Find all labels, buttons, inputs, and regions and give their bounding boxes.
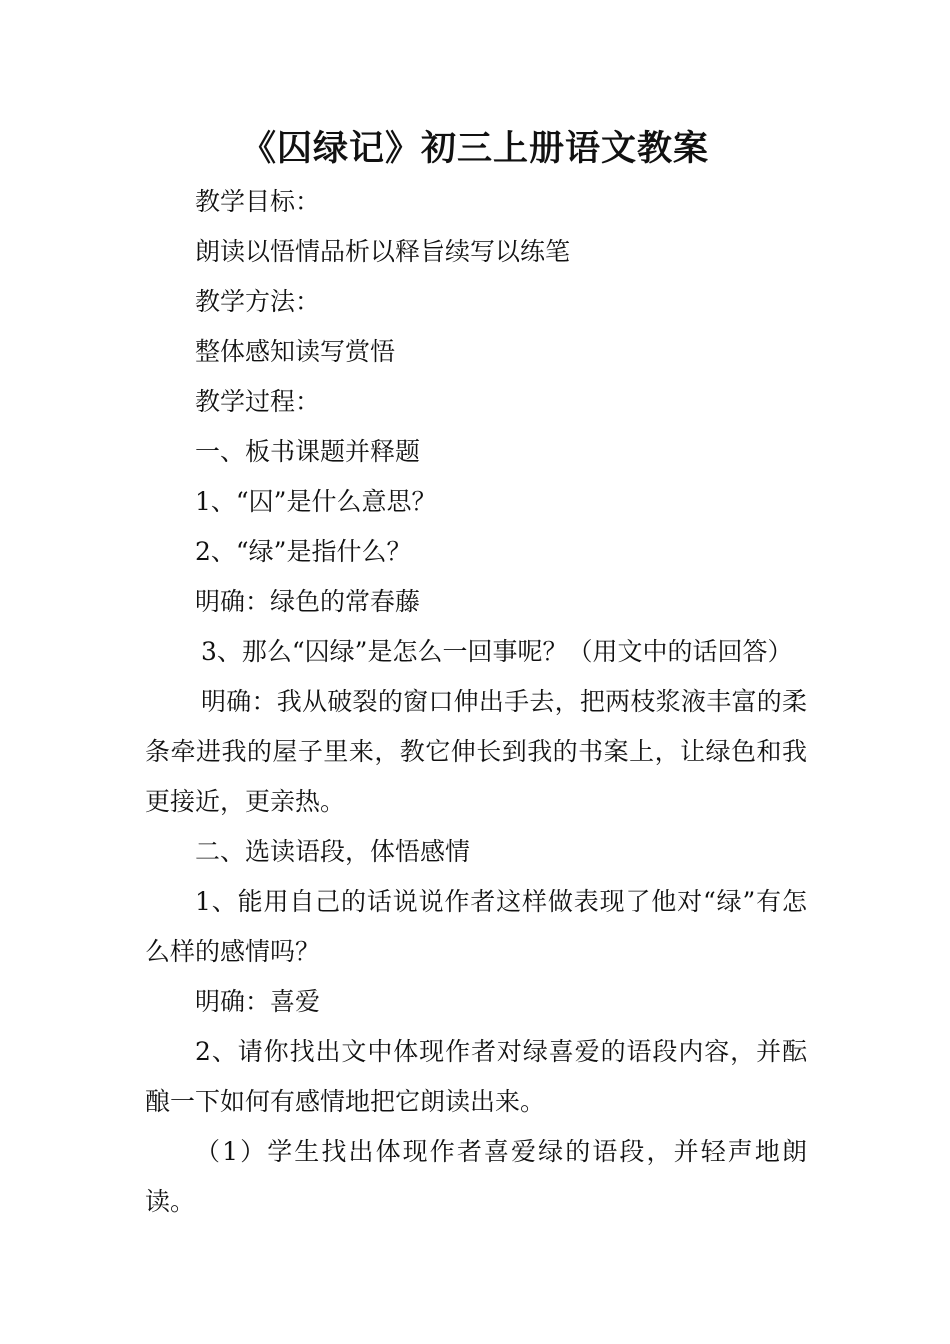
paragraph-section-one: 一、板书课题并释题 bbox=[195, 437, 421, 466]
paragraph-objectives: 朗读以悟情品析以释旨续写以练笔 bbox=[195, 237, 571, 266]
paragraph-section-two: 二、选读语段，体悟感情 bbox=[195, 837, 471, 866]
paragraph-heading-methods: 教学方法： bbox=[195, 287, 321, 316]
paragraph-question-find: 2、请你找出文中体现作者对绿喜爱的语段内容，并酝酿一下如何有感情地把它朗读出来。 bbox=[145, 1037, 807, 1116]
paragraph-heading-process: 教学过程： bbox=[195, 387, 321, 416]
document-body bbox=[145, 177, 807, 1227]
paragraph-heading-objectives: 教学目标： bbox=[195, 187, 321, 216]
paragraph-question-1: 1、“囚”是什么意思？ bbox=[195, 487, 437, 516]
paragraph-question-feeling: 1、能用自己的话说说作者这样做表现了他对“绿”有怎么样的感情吗？ bbox=[145, 887, 807, 966]
paragraph-answer-feeling: 明确：喜爱 bbox=[195, 987, 321, 1016]
paragraph-methods: 整体感知读写赏悟 bbox=[195, 337, 396, 366]
paragraph-answer-3: 明确：我从破裂的窗口伸出手去，把两枝浆液丰富的柔条牵进我的屋子里来，教它伸长到我的书案上，让绿色和我更接近，更亲热。 bbox=[145, 687, 807, 816]
paragraph-step-1: （1）学生找出体现作者喜爱绿的语段，并轻声地朗读。 bbox=[145, 1137, 807, 1216]
paragraph-answer-2: 明确：绿色的常春藤 bbox=[195, 587, 421, 616]
paragraph-question-2: 2、“绿”是指什么？ bbox=[195, 537, 412, 566]
paragraph-question-3: 3、那么“囚绿”是怎么一回事呢？（用文中的话回答） bbox=[201, 637, 793, 666]
document-title: 《囚绿记》初三上册语文教案 bbox=[240, 129, 709, 169]
